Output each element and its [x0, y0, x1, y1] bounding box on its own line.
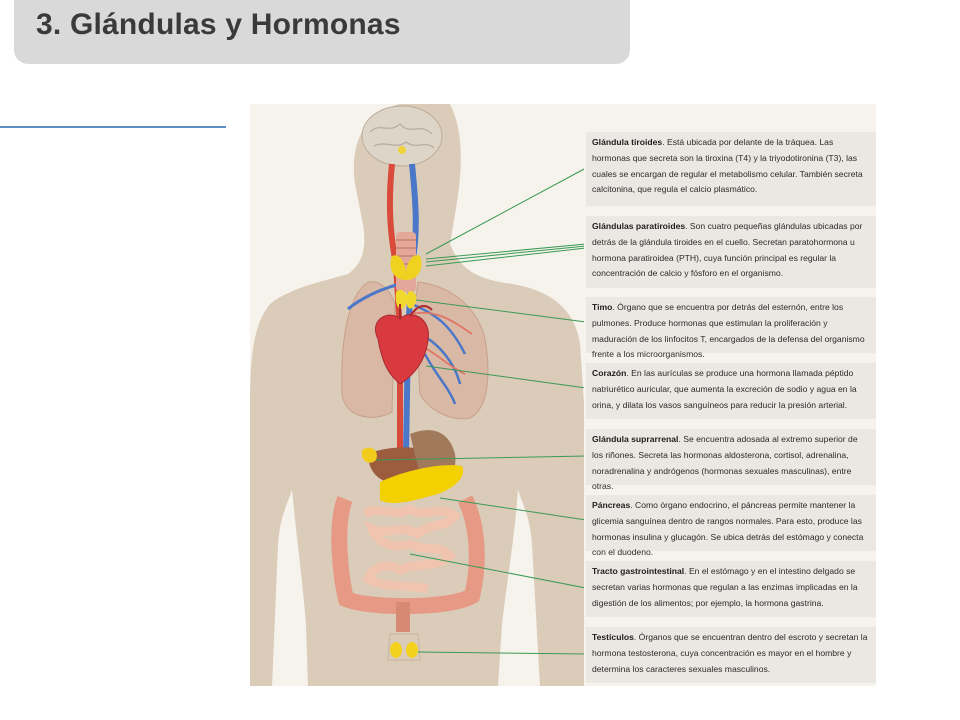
rectum: [396, 602, 410, 632]
label-tiroides: [586, 132, 876, 206]
label-term: Glándula tiroides: [592, 137, 663, 147]
label-text: . Como órgano endocrino, el páncreas permite mantener la glicemia sanguínea dentro de rangos normales. Para esto, produce las hormonas insulina y glucagón. Se ubica detrás del estómago y conecta con el duodeno.: [592, 500, 864, 558]
brain: [362, 106, 442, 166]
label-text: . Órganos que se encuentran dentro del escroto y secretan la hormona testosterona, cuya concentración es mayor en el hombre y determina los caracteres sexuales masculinos.: [592, 632, 868, 674]
accent-line: [0, 126, 226, 128]
label-term: Tracto gastrointestinal: [592, 566, 685, 576]
label-text: . En las aurículas se produce una hormona llamada péptido natriurético auricular, que aumenta la excreción de sodio y agua en la orina, y dilata los vasos sanguíneos para reducir la presión arterial.: [592, 368, 857, 410]
label-pancreas: [586, 495, 876, 558]
testis-left: [390, 642, 402, 658]
label-text: . Está ubicada por delante de la tráquea. Las hormonas que secreta son la tiroxina (T4) y la triyodotironina (T3), las cuales se encargan de regular el metabolismo celular. También secreta calcitonina, que regula el calcio plasmático.: [592, 137, 863, 195]
label-term: Glándula suprarrenal: [592, 434, 679, 444]
label-text: . Órgano que se encuentra por detrás del esternón, entre los pulmones. Produce hormonas que estimulan la proliferación y maduración de los linfocitos T, encargados de la defensa del organismo frente a los microorganismos.: [592, 302, 865, 360]
label-testiculos: [586, 627, 876, 683]
label-paratiroides: [586, 216, 876, 288]
label-timo: [586, 297, 876, 360]
pituitary: [398, 146, 406, 154]
page-title: 3. Glándulas y Hormonas: [36, 8, 401, 41]
testis-right: [406, 642, 418, 658]
label-corazon: [586, 363, 876, 419]
label-term: Glándulas paratiroides: [592, 221, 686, 231]
label-text: . En el estómago y en el intestino delgado se secretan varias hormonas que regulan a las enzimas implicadas en la digestión de los alimentos; por ejemplo, la hormona gastrina.: [592, 566, 858, 608]
label-text: . Se encuentra adosada al extremo superior de los riñones. Secreta las hormonas aldosterona, cortisol, adrenalina, noradrenalina y andrógenos (hormonas sexuales masculinas), entre otras.: [592, 434, 858, 492]
label-gastrointestinal: [586, 561, 876, 617]
label-term: Timo: [592, 302, 613, 312]
label-suprarrenal: [586, 429, 876, 492]
label-term: Testículos: [592, 632, 634, 642]
label-term: Páncreas: [592, 500, 631, 510]
title-bar: [14, 0, 630, 64]
label-term: Corazón: [592, 368, 627, 378]
label-text: . Son cuatro pequeñas glándulas ubicadas por detrás de la glándula tiroides en el cuello. Secretan paratohormona u hormona paratiroidea (PTH), cuya función principal es regular la concentración de calcio y fósforo en el organismo.: [592, 221, 863, 279]
